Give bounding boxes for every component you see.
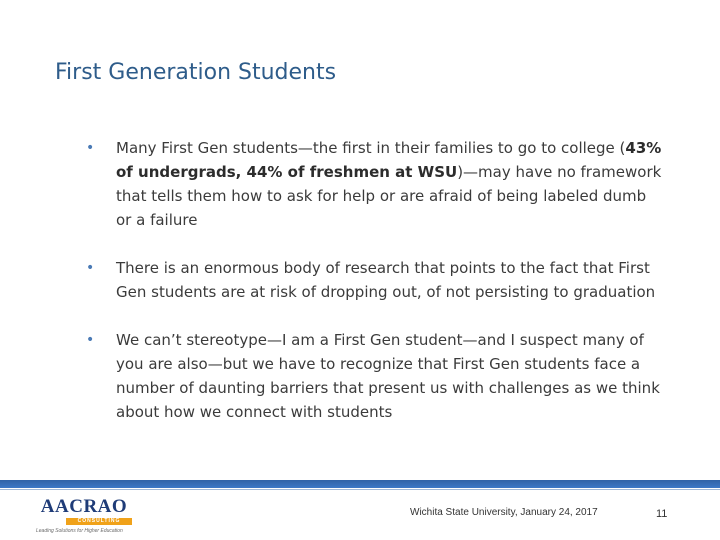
- footer-divider: [0, 489, 720, 490]
- bullet-text: There is an enormous body of research that points to the fact that First Gen students are at risk of dropping out, of not persisting to graduation: [116, 259, 656, 301]
- slide-title: First Generation Students: [55, 60, 337, 85]
- bullet-dot: •: [86, 332, 95, 348]
- logo-wordmark: AACRAO: [40, 496, 128, 517]
- bullet-text: Many First Gen students—the first in their families to go to college (: [116, 139, 626, 157]
- bullet-list: [86, 136, 666, 424]
- bullet-text: )—may have no framework that tells them how to ask for help or are afraid of being labeled dumb or a failure: [116, 163, 662, 229]
- page-number: 11: [656, 508, 668, 520]
- footer-text: Wichita State University, January 24, 2017: [410, 507, 598, 518]
- bullet-text-emphasis: 43% of undergrads, 44% of freshmen at WSU: [116, 139, 662, 181]
- footer-bar: [0, 480, 720, 488]
- bullet-item: [86, 328, 666, 424]
- bullet-item: [86, 136, 666, 232]
- bullet-text: We can’t stereotype—I am a First Gen student—and I suspect many of you are also—but we have to recognize that First Gen students face a number of daunting barriers that present us with challenges as we think about how we connect with students: [116, 331, 660, 421]
- aacrao-logo: [36, 496, 132, 538]
- logo-subtitle: CONSULTING: [77, 518, 121, 524]
- bullet-dot: •: [86, 140, 95, 156]
- bullet-item: [86, 256, 666, 304]
- logo-tagline: Leading Solutions for Higher Education: [36, 528, 123, 534]
- bullet-dot: •: [86, 260, 95, 276]
